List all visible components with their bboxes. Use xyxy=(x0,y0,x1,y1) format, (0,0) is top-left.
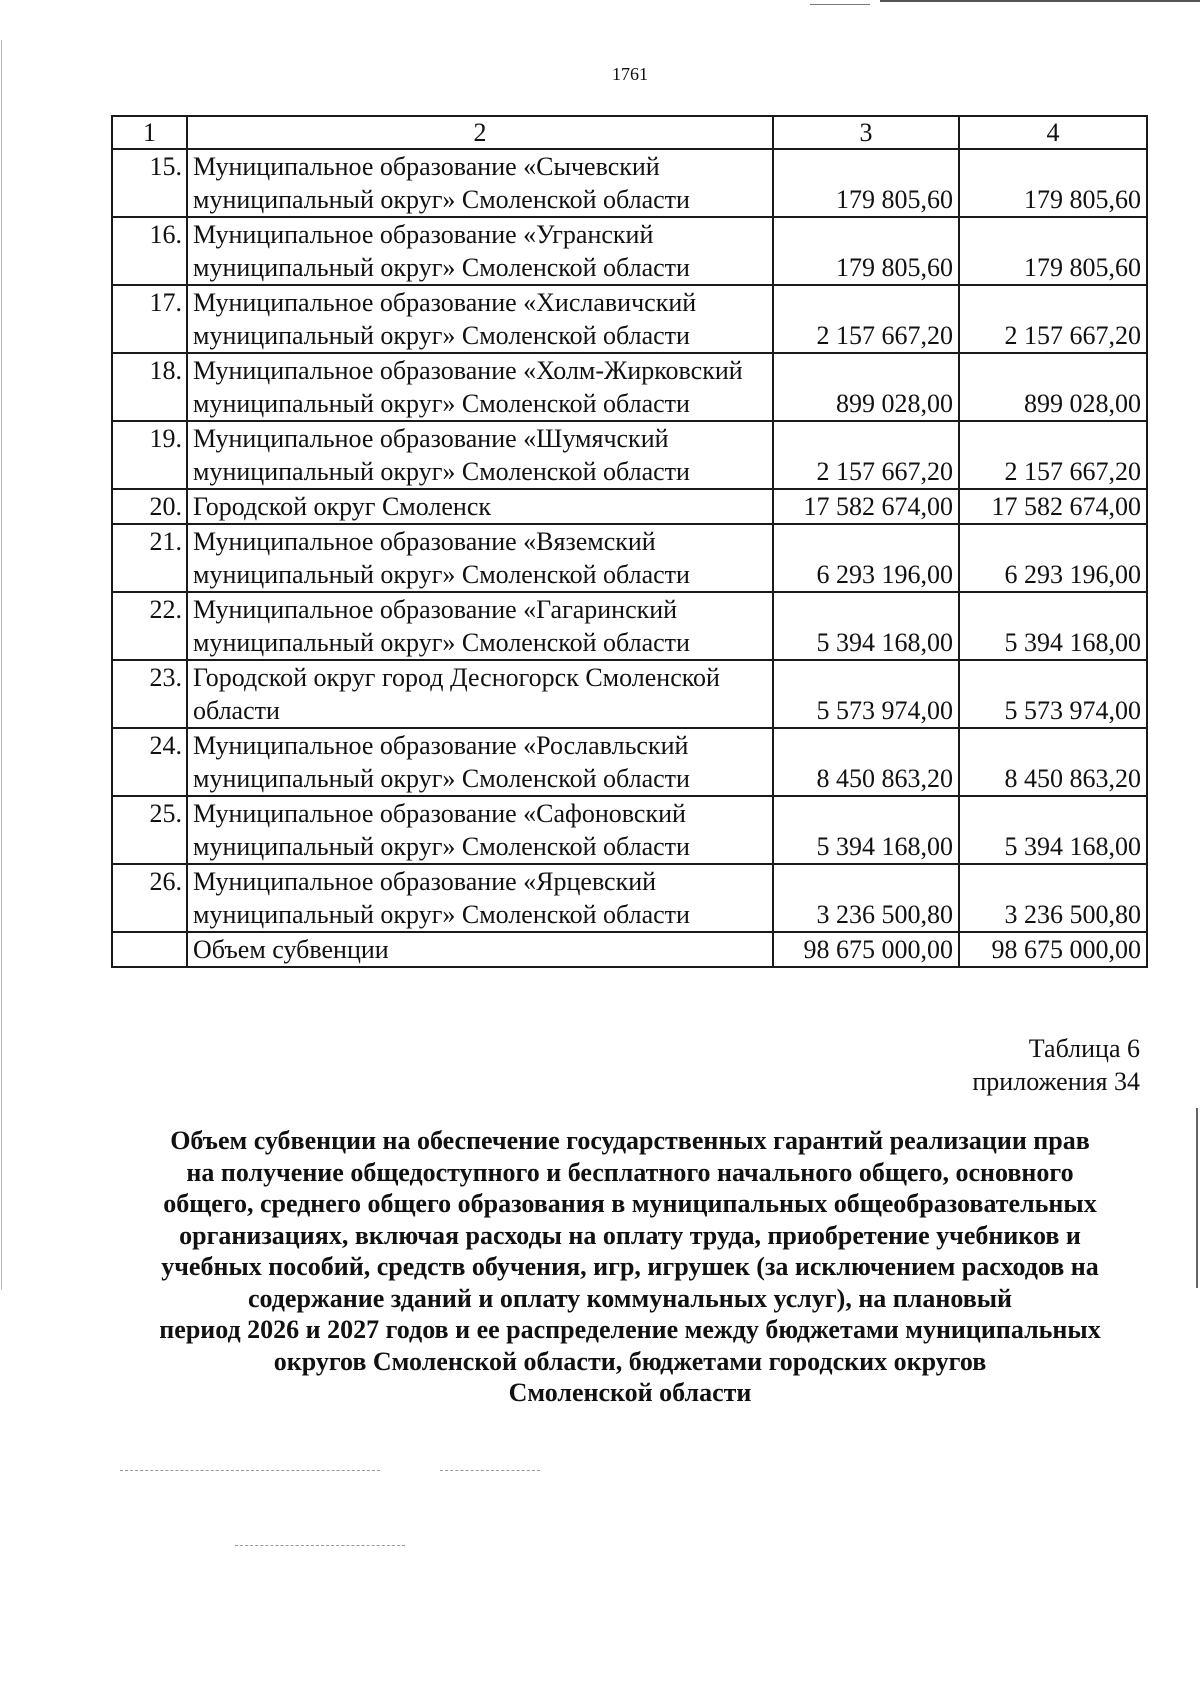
page-number: 1761 xyxy=(612,64,648,84)
total-value-col3: 98 675 000,00 xyxy=(773,932,959,967)
row-number: 25. xyxy=(112,796,187,864)
header-cell-3: 3 xyxy=(773,116,959,149)
document-title xyxy=(100,1125,1160,1409)
table-row xyxy=(112,421,1147,489)
row-value-col4: 179 805,60 xyxy=(959,217,1147,285)
table-row xyxy=(112,592,1147,660)
header-cell-1: 1 xyxy=(112,116,187,149)
title-line: округов Смоленской области, бюджетами городских округов xyxy=(273,1346,987,1376)
row-value-col3: 17 582 674,00 xyxy=(773,489,959,524)
row-value-col4: 5 394 168,00 xyxy=(959,796,1147,864)
row-name: Муниципальное образование «Рославльский муниципальный округ» Смоленской области xyxy=(187,728,773,796)
row-value-col4: 17 582 674,00 xyxy=(959,489,1147,524)
row-number: 23. xyxy=(112,660,187,728)
table-row xyxy=(112,353,1147,421)
table-caption xyxy=(972,1032,1140,1098)
title-line: учебных пособий, средств обучения, игр, игрушек (за исключением расходов на xyxy=(161,1252,1099,1281)
title-line: на получение общедоступного и бесплатного начального общего, основного xyxy=(186,1157,1074,1187)
row-number: 21. xyxy=(112,524,187,592)
row-name: Муниципальное образование «Сычевский муниципальный округ» Смоленской области xyxy=(187,149,773,217)
scan-smudge xyxy=(235,1545,405,1547)
scan-artifact-top xyxy=(880,0,1200,2)
table-row xyxy=(112,864,1147,932)
row-value-col4: 899 028,00 xyxy=(959,353,1147,421)
table-row xyxy=(112,489,1147,524)
table-row xyxy=(112,149,1147,217)
subvention-table xyxy=(111,115,1148,968)
row-value-col3: 899 028,00 xyxy=(773,353,959,421)
row-name: Муниципальное образование «Холм-Жирковский муниципальный округ» Смоленской области xyxy=(187,353,773,421)
row-value-col4: 2 157 667,20 xyxy=(959,285,1147,353)
title-line: общего, среднего общего образования в муниципальных общеобразовательных xyxy=(163,1189,1097,1218)
title-line: содержание зданий и оплату коммунальных услуг), на плановый xyxy=(247,1283,1013,1313)
row-number: 17. xyxy=(112,285,187,353)
row-name: Муниципальное образование «Гагаринский муниципальный округ» Смоленской области xyxy=(187,592,773,660)
row-value-col3: 8 450 863,20 xyxy=(773,728,959,796)
row-value-col4: 5 394 168,00 xyxy=(959,592,1147,660)
total-row-number xyxy=(112,932,187,967)
row-value-col3: 5 394 168,00 xyxy=(773,796,959,864)
table-header-row xyxy=(112,116,1147,149)
row-value-col3: 6 293 196,00 xyxy=(773,524,959,592)
row-number: 24. xyxy=(112,728,187,796)
header-cell-2: 2 xyxy=(187,116,773,149)
scan-artifact-left-edge xyxy=(1,40,2,1290)
row-number: 18. xyxy=(112,353,187,421)
table-row xyxy=(112,728,1147,796)
row-name: Городской округ Смоленск xyxy=(187,489,773,524)
appendix-label: приложения 34 xyxy=(972,1067,1140,1096)
row-name: Муниципальное образование «Вяземский муниципальный округ» Смоленской области xyxy=(187,524,773,592)
row-value-col3: 2 157 667,20 xyxy=(773,421,959,489)
header-cell-4: 4 xyxy=(959,116,1147,149)
row-value-col4: 5 573 974,00 xyxy=(959,660,1147,728)
row-value-col3: 5 394 168,00 xyxy=(773,592,959,660)
table-row xyxy=(112,285,1147,353)
row-value-col3: 5 573 974,00 xyxy=(773,660,959,728)
table-row xyxy=(112,660,1147,728)
row-name: Муниципальное образование «Ярцевский муниципальный округ» Смоленской области xyxy=(187,864,773,932)
row-number: 19. xyxy=(112,421,187,489)
total-label: Объем субвенции xyxy=(187,932,773,967)
row-name: Муниципальное образование «Сафоновский муниципальный округ» Смоленской области xyxy=(187,796,773,864)
row-value-col4: 3 236 500,80 xyxy=(959,864,1147,932)
title-line: Смоленской области xyxy=(508,1378,752,1407)
row-value-col3: 2 157 667,20 xyxy=(773,285,959,353)
row-value-col3: 179 805,60 xyxy=(773,149,959,217)
scan-smudge xyxy=(120,1470,380,1472)
total-value-col4: 98 675 000,00 xyxy=(959,932,1147,967)
row-name: Муниципальное образование «Угранский муниципальный округ» Смоленской области xyxy=(187,217,773,285)
title-line: Объем субвенции на обеспечение государственных гарантий реализации прав xyxy=(170,1126,1090,1155)
row-name: Городской округ город Десногорск Смоленской области xyxy=(187,660,773,728)
row-value-col4: 8 450 863,20 xyxy=(959,728,1147,796)
table-total-row xyxy=(112,932,1147,967)
table-row xyxy=(112,796,1147,864)
row-number: 26. xyxy=(112,864,187,932)
title-line: организациях, включая расходы на оплату труда, приобретение учебников и xyxy=(179,1220,1081,1250)
row-name: Муниципальное образование «Хиславичский муниципальный округ» Смоленской области xyxy=(187,285,773,353)
row-value-col4: 6 293 196,00 xyxy=(959,524,1147,592)
scan-smudge xyxy=(440,1470,540,1472)
scan-artifact-right-edge xyxy=(1196,1108,1198,1288)
row-number: 15. xyxy=(112,149,187,217)
scan-artifact-top-2 xyxy=(810,4,870,5)
table-label: Таблица 6 xyxy=(1028,1034,1140,1063)
row-number: 16. xyxy=(112,217,187,285)
title-line: период 2026 и 2027 годов и ее распределение между бюджетами муниципальных xyxy=(159,1315,1101,1344)
table-row xyxy=(112,217,1147,285)
row-number: 22. xyxy=(112,592,187,660)
row-name: Муниципальное образование «Шумячский муниципальный округ» Смоленской области xyxy=(187,421,773,489)
row-value-col3: 179 805,60 xyxy=(773,217,959,285)
row-value-col4: 179 805,60 xyxy=(959,149,1147,217)
row-value-col3: 3 236 500,80 xyxy=(773,864,959,932)
table-row xyxy=(112,524,1147,592)
row-value-col4: 2 157 667,20 xyxy=(959,421,1147,489)
row-number: 20. xyxy=(112,489,187,524)
